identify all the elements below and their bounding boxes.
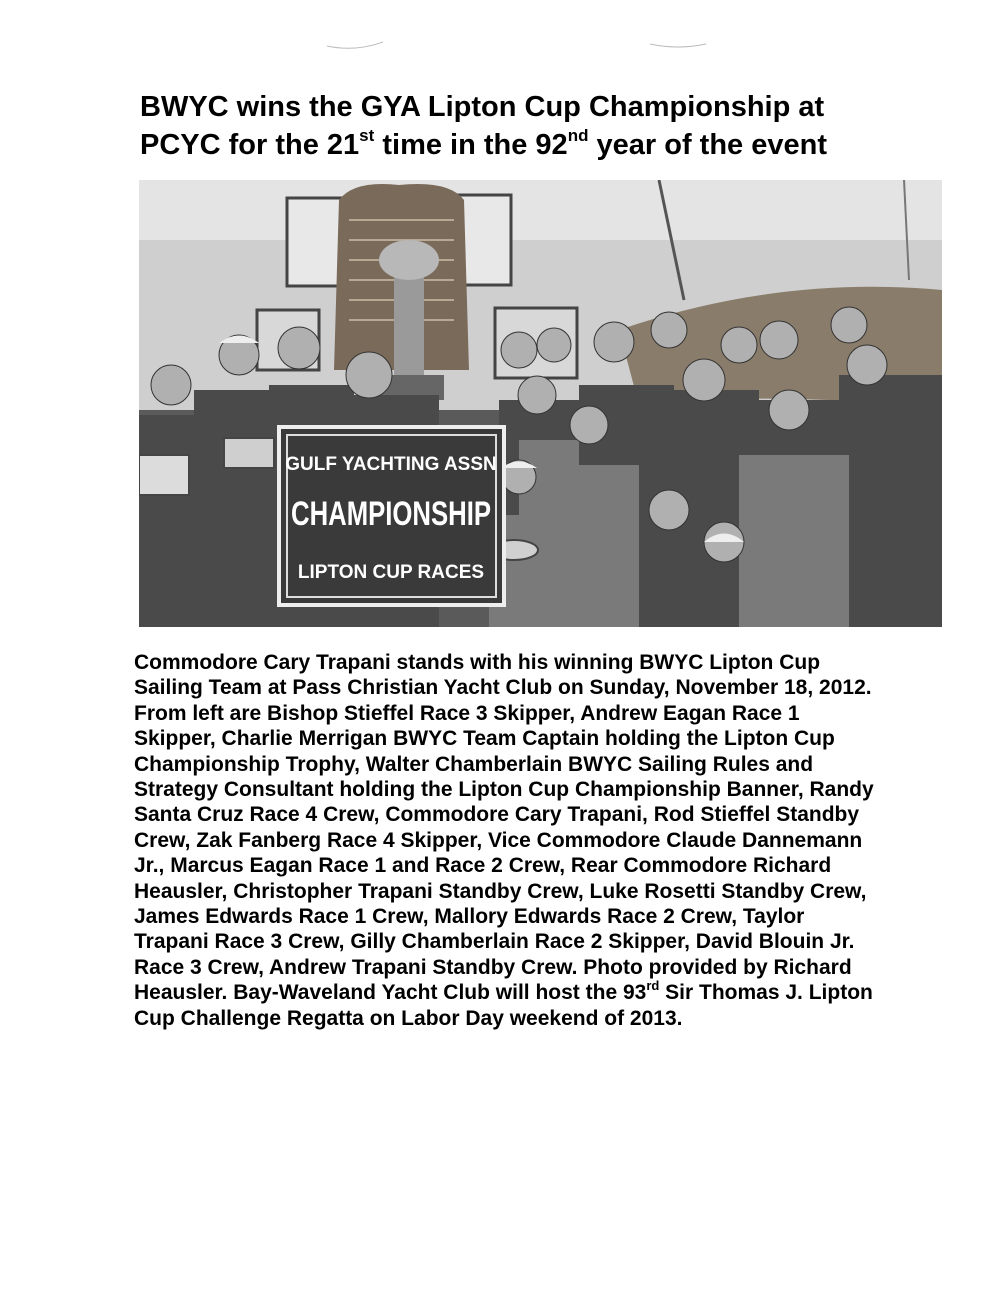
headline-line1: BWYC wins the GYA Lipton Cup Championship at xyxy=(140,91,825,123)
headline-line2-post: year of the event xyxy=(588,129,827,161)
team-photo xyxy=(139,180,942,627)
scan-artifact-right xyxy=(648,40,708,52)
banner-line2: CHAMPIONSHIP xyxy=(291,495,491,533)
headline xyxy=(140,88,920,164)
caption-text-a: Commodore Cary Trapani stands with his winning BWYC Lipton Cup Sailing Team at Pass Christian Yacht Club on Sunday, November 18, 2012. From left are Bishop Stieffel Race 3 Skipper, Andrew Eagan Race 1 Skipper, Charlie Merrigan BWYC Team Captain holding the Lipton Cup Championship Trophy, Walter Chamberlain BWYC Sailing Rules and Strategy Consultant holding the Lipton Cup Championship Banner, Randy Santa Cruz Race 4 Crew, Commodore Cary Trapani, Rod Stieffel Standby Crew, Zak Fanberg Race 4 Skipper, Vice Commodore Claude Dannemann Jr., Marcus Eagan Race 1 and Race 2 Crew, Rear Commodore Richard Heausler, Christopher Trapani Standby Crew, Luke Rosetti Standby Crew, James Edwards Race 1 Crew, Mallory Edwards Race 2 Crew, Taylor Trapani Race 3 Crew, Gilly Chamberlain Race 2 Skipper, David Blouin Jr. Race 3 Crew, Andrew Trapani Standby Crew. Photo provided by Richard Heausler. Bay-Waveland Yacht Club will host the 93 xyxy=(134,651,874,1005)
banner-line1: GULF YACHTING ASSN xyxy=(285,454,497,475)
team-photo-illustration xyxy=(139,180,942,627)
headline-line2-mid: time in the 92 xyxy=(374,129,568,161)
caption-sup-rd: rd xyxy=(646,978,660,994)
banner-line3: LIPTON CUP RACES xyxy=(297,562,485,583)
scan-artifact-left xyxy=(325,40,385,52)
photo-caption xyxy=(134,650,874,1031)
caption-text-b: Sir Thomas J. Lipton Cup Challenge Regatta on Labor Day weekend of 2013. xyxy=(134,981,873,1030)
headline-sup-nd: nd xyxy=(567,126,589,146)
headline-sup-st: st xyxy=(359,126,375,146)
headline-line2-pre: PCYC for the 21 xyxy=(140,129,360,161)
